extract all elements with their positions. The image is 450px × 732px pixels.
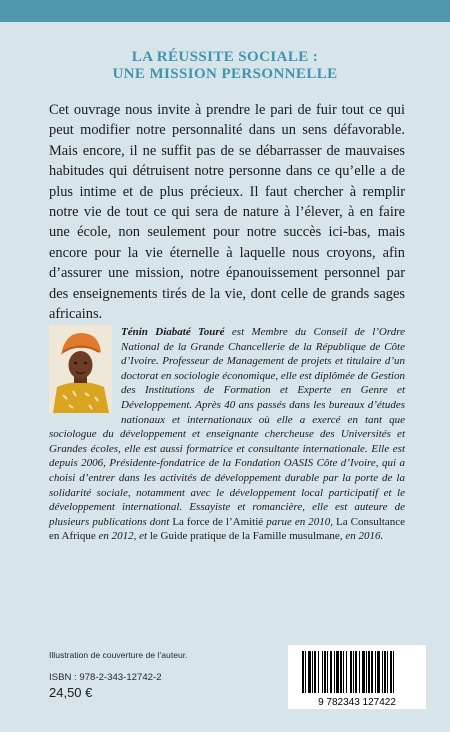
bio-text-4: , en 2016. bbox=[339, 530, 384, 543]
bio-text: est Membre du Conseil de l’Ordre National de la Grande Chancellerie de la République de Côte d’Ivoire. Professeur de Management de projets et titulaire d’un doctorat en sociologie économique, elle est diplômée de Gestion des Institutions de Formation et Experte en Genre et Développement. Après 40 ans passés dans les bureaux d’études nationaux et internationaux où elle a exercé en tant que sociologue du développement et enseignante chercheuse des Universités et Grandes écoles, elle est aussi formatrice et consultante internationale. Elle est depuis 2006, Présidente-fondatrice de la Fondation OASIS Côte d’Ivoire, qui a choisi d’entrer dans les activités de développement durable par la porte de la solidarité sociale, notamment avec le développement local participatif et le développement international. Essayiste et romancière, elle est auteure de plusieurs publications dont bbox=[49, 326, 406, 528]
barcode bbox=[288, 645, 426, 709]
book-title-2: La Consultance en Afrique bbox=[49, 515, 406, 543]
price: 24,50 € bbox=[49, 685, 93, 700]
isbn: ISBN : 978-2-343-12742-2 bbox=[49, 672, 162, 683]
bio-text-3: en 2012, et bbox=[95, 530, 150, 543]
photo-spacer bbox=[49, 325, 121, 413]
top-color-band bbox=[0, 0, 450, 22]
title-line-1: LA RÉUSSITE SOCIALE : bbox=[131, 49, 319, 65]
author-name: Ténin Diabaté Touré bbox=[121, 326, 225, 338]
barcode-bars bbox=[288, 645, 426, 709]
book-summary: Cet ouvrage nous invite à prendre le pari de fuir tout ce qui peut modifier notre personnalité dans un sens défavorable. Mais encore, il ne suffit pas de se débarrasser de mauvaises habitudes qui détruisent notre personne dans ce qu’elle a de plus intime et de plus précieux. Il faut chercher à remplir notre vie de tout ce qui sera de nature à l’élever, à en faire une école, non seulement pour notre succès ici-bas, mais encore pour la vie éternelle à laquelle nous croyons, afin d’assurer une mission, notre épanouissement personnel par des enseignements tirés de la vie, dont celle de grands sages africains. bbox=[49, 102, 405, 323]
author-biography bbox=[49, 325, 405, 544]
book-title bbox=[0, 49, 450, 83]
book-title-1: La force de l’Amitié bbox=[172, 515, 264, 528]
title-line-2: UNE MISSION PERSONNELLE bbox=[112, 66, 338, 82]
barcode-digits: 9 782343 127422 bbox=[318, 697, 396, 708]
book-title-3: le Guide pratique de la Famille musulmane bbox=[149, 530, 340, 543]
bio-text-2: parue en 2010, bbox=[263, 515, 337, 528]
cover-credit: Illustration de couverture de l’auteur. bbox=[49, 650, 188, 660]
